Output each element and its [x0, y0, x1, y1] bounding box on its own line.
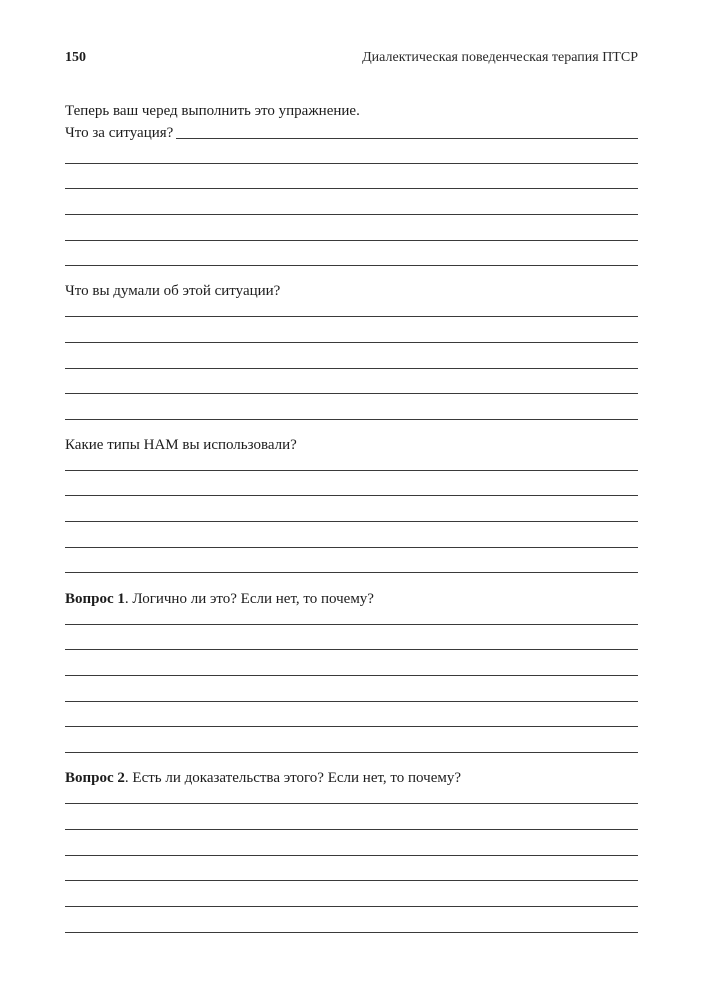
situation-answer-line[interactable] [65, 163, 638, 164]
thoughts-answer-line[interactable] [65, 342, 638, 343]
question-2-answer-line[interactable] [65, 932, 638, 933]
question-2-answer-line[interactable] [65, 880, 638, 881]
situation-label: Что за ситуация? [65, 124, 176, 142]
nam-types-answer-line[interactable] [65, 521, 638, 522]
nam-types-answer-line[interactable] [65, 470, 638, 471]
running-title: Диалектическая поведенческая терапия ПТСР [362, 50, 638, 65]
situation-answer-line[interactable] [65, 214, 638, 215]
thoughts-answer-line[interactable] [65, 419, 638, 420]
question-2-answer-line[interactable] [65, 906, 638, 907]
question-2-label [65, 769, 461, 787]
question-1-label [65, 590, 374, 608]
page-header [65, 50, 638, 70]
question-1-answer-line[interactable] [65, 752, 638, 753]
question-1-answer-line[interactable] [65, 675, 638, 676]
question-1-answer-line[interactable] [65, 726, 638, 727]
thoughts-label: Что вы думали об этой ситуации? [65, 283, 281, 299]
page-number: 150 [65, 50, 86, 65]
question-2-number: Вопрос 2 [65, 770, 125, 786]
nam-types-answer-line[interactable] [65, 572, 638, 573]
thoughts-answer-line[interactable] [65, 368, 638, 369]
nam-types-answer-line[interactable] [65, 495, 638, 496]
thoughts-answer-line[interactable] [65, 393, 638, 394]
nam-types-label: Какие типы НАМ вы использовали? [65, 437, 297, 453]
question-2-answer-line[interactable] [65, 803, 638, 804]
situation-prompt [65, 124, 638, 142]
question-2-answer-line[interactable] [65, 855, 638, 856]
thoughts-answer-line[interactable] [65, 316, 638, 317]
question-2-text: . Есть ли доказательства этого? Если нет, то почему? [124, 770, 461, 786]
situation-answer-line[interactable] [65, 265, 638, 266]
question-2-answer-line[interactable] [65, 829, 638, 830]
question-1-answer-line[interactable] [65, 649, 638, 650]
question-1-answer-line[interactable] [65, 624, 638, 625]
situation-answer-line[interactable] [65, 188, 638, 189]
question-1-text: . Логично ли это? Если нет, то почему? [124, 591, 374, 607]
nam-types-answer-line[interactable] [65, 547, 638, 548]
question-1-number: Вопрос 1 [65, 591, 125, 607]
intro-text: Теперь ваш черед выполнить это упражнение. [65, 103, 360, 119]
situation-answer-line[interactable] [65, 240, 638, 241]
question-1-answer-line[interactable] [65, 701, 638, 702]
